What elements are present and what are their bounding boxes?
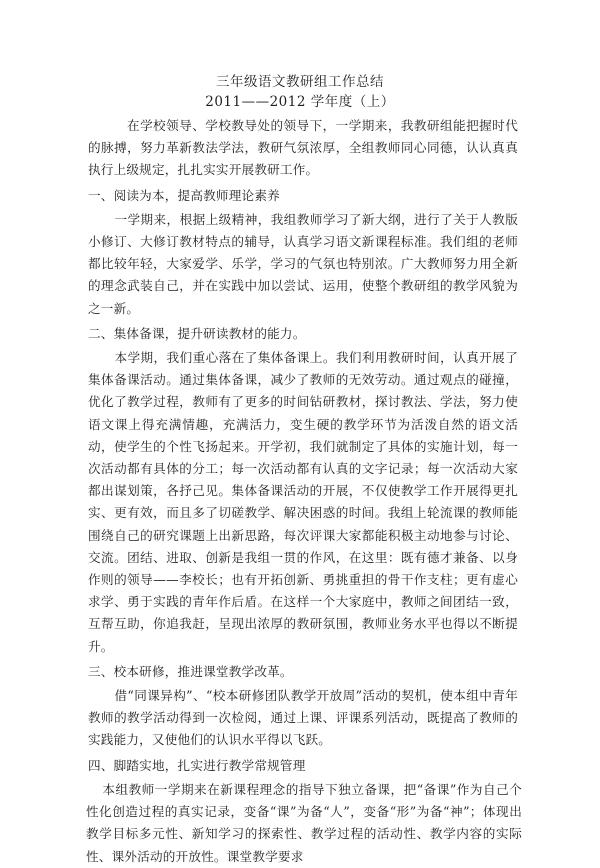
section-3-heading: 三、校本研修，推进课堂教学改革。 — [88, 663, 293, 679]
document-subtitle: 2011——2012 学年度（上） — [205, 94, 395, 110]
section-2-heading: 二、集体备课，提升研读教材的能力。 — [88, 325, 306, 341]
section-2-paragraph: 本学期，我们重心落在了集体备课上。我们利用教研时间，认真开展了集体备课活动。通过集体备课，减少了教师的无效劳动。通过观点的碰撞，优化了教学过程，教师有了更多的时间钻研教材，探讨教法、学法，努力使语文课上得充满情趣，充满活力，变生硬的教学环节为活泼自然的语文活动，使学生的个性飞扬起来。开学初，我们就制定了具体的实施计划，每一次活动都有具体的分工；每一次活动都有认真的文字记录；每一次活动大家都出谋划策，各抒己见。集体备课活动的开展，不仅使教学工作开展得更扎实、更有效，而且多了切磋教学、解决困惑的时间。我组上轮流课的教师能围绕自己的研究课题上出新思路，每次评课大家都能积极主动地参与讨论、交流。团结、进取、创新是我组一贯的作风，在这里：既有德才兼备、以身作则的领导——李校长；也有开拓创新、勇挑重担的骨干作支柱；更有虚心求学、勇于实践的青年作后盾。在这样一个大家庭中，教师之间团结一致，互帮互助，你追我赶，呈现出浓厚的教研氛围，教师业务水平也得以不断提升。 — [88, 350, 518, 654]
section-4-paragraph: 本组教师一学期来在新课程理念的指导下独立备课，把“备课”作为自己个性化创造过程的真实记录，变备“课”为备“人”，变备“形”为备“神”；体现出教学目标多元性、新知学习的探索性、教学过程的活动性、教学内容的实际性、课外活动的开放性。课堂教学要求 — [86, 781, 522, 864]
section-3-paragraph: 借“同课异构”、“校本研修团队教学开放周”活动的契机，使本组中青年教师的教学活动得到一次检阅，通过上课、评课系列活动，既提高了教师的实践能力，又使他们的认识水平得以飞跃。 — [88, 688, 518, 748]
section-4-heading: 四、脚踏实地，扎实进行教学常规管理 — [88, 757, 306, 773]
intro-paragraph: 在学校领导、学校教导处的领导下，一学期来，我教研组能把握时代的脉搏，努力革新教法学法，教研气氛浓厚，全组教师同心同德，认认真真执行上级规定，扎扎实实开展教研工作。 — [88, 118, 518, 178]
document-body — [86, 115, 522, 868]
section-1-paragraph: 一学期来，根据上级精神，我组教师学习了新大纲，进行了关于人教版小修订、大修订教材特点的辅导，认真学习语文新课程标准。我们组的老师都比较年轻，大家爱学、乐学，学习的气氛也特别浓。广大教师努力用全新的理念武装自己，并在实践中加以尝试、运用，使整个教研组的教学风貌为之一新。 — [88, 211, 518, 316]
section-1-heading: 一、阅读为本，提高教师理论素养 — [88, 187, 280, 203]
document-title: 三年级语文教研组工作总结 — [216, 74, 384, 90]
